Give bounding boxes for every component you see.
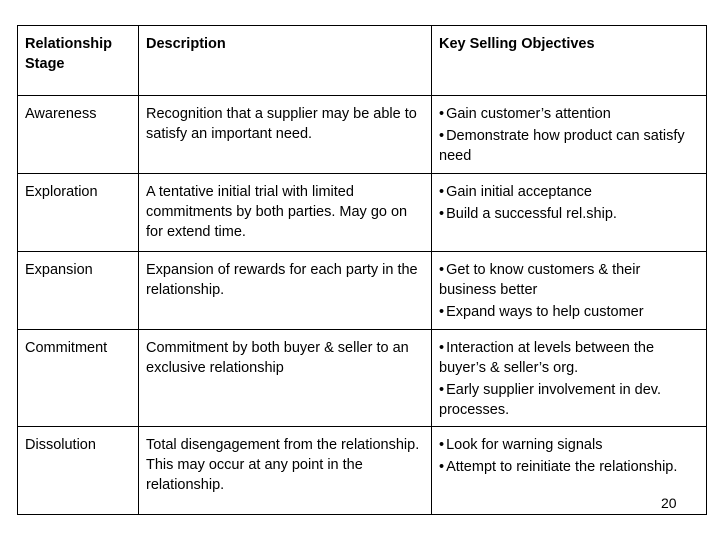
objective-item: • Get to know customers & their business better	[439, 260, 700, 300]
description-cell: Commitment by both buyer & seller to an exclusive relationship	[139, 330, 432, 427]
table-row	[18, 427, 707, 515]
description-cell: Total disengagement from the relationship. This may occur at any point in the relationship.	[139, 427, 432, 515]
objectives-cell	[432, 330, 707, 427]
description-cell: A tentative initial trial with limited commitments by both parties. May go on for extend time.	[139, 174, 432, 252]
table-row	[18, 330, 707, 427]
objective-item: • Build a successful rel.ship.	[439, 204, 700, 224]
objective-item: • Early supplier involvement in dev. processes.	[439, 380, 700, 420]
objectives-cell	[432, 96, 707, 174]
objective-item: • Gain customer’s attention	[439, 104, 700, 124]
objective-item: • Gain initial acceptance	[439, 182, 700, 202]
table-row	[18, 174, 707, 252]
header-relationship-stage: Relationship Stage	[18, 26, 139, 96]
relationship-stages-table	[17, 25, 707, 515]
objective-item: • Expand ways to help customer	[439, 302, 700, 322]
description-cell: Recognition that a supplier may be able to satisfy an important need.	[139, 96, 432, 174]
table-row	[18, 96, 707, 174]
stage-cell: Dissolution	[18, 427, 139, 515]
objective-item: • Demonstrate how product can satisfy need	[439, 126, 700, 166]
page-number: 20	[661, 495, 677, 511]
objectives-cell	[432, 174, 707, 252]
description-cell: Expansion of rewards for each party in the relationship.	[139, 252, 432, 330]
stage-cell: Exploration	[18, 174, 139, 252]
stage-cell: Expansion	[18, 252, 139, 330]
header-description: Description	[139, 26, 432, 96]
table-row	[18, 252, 707, 330]
objective-item: • Look for warning signals	[439, 435, 700, 455]
objective-item: • Attempt to reinitiate the relationship.	[439, 457, 700, 477]
objectives-cell	[432, 252, 707, 330]
table-header-row	[18, 26, 707, 96]
objective-item: • Interaction at levels between the buyer’s & seller’s org.	[439, 338, 700, 378]
stage-cell: Awareness	[18, 96, 139, 174]
stage-cell: Commitment	[18, 330, 139, 427]
header-key-selling-objectives: Key Selling Objectives	[432, 26, 707, 96]
